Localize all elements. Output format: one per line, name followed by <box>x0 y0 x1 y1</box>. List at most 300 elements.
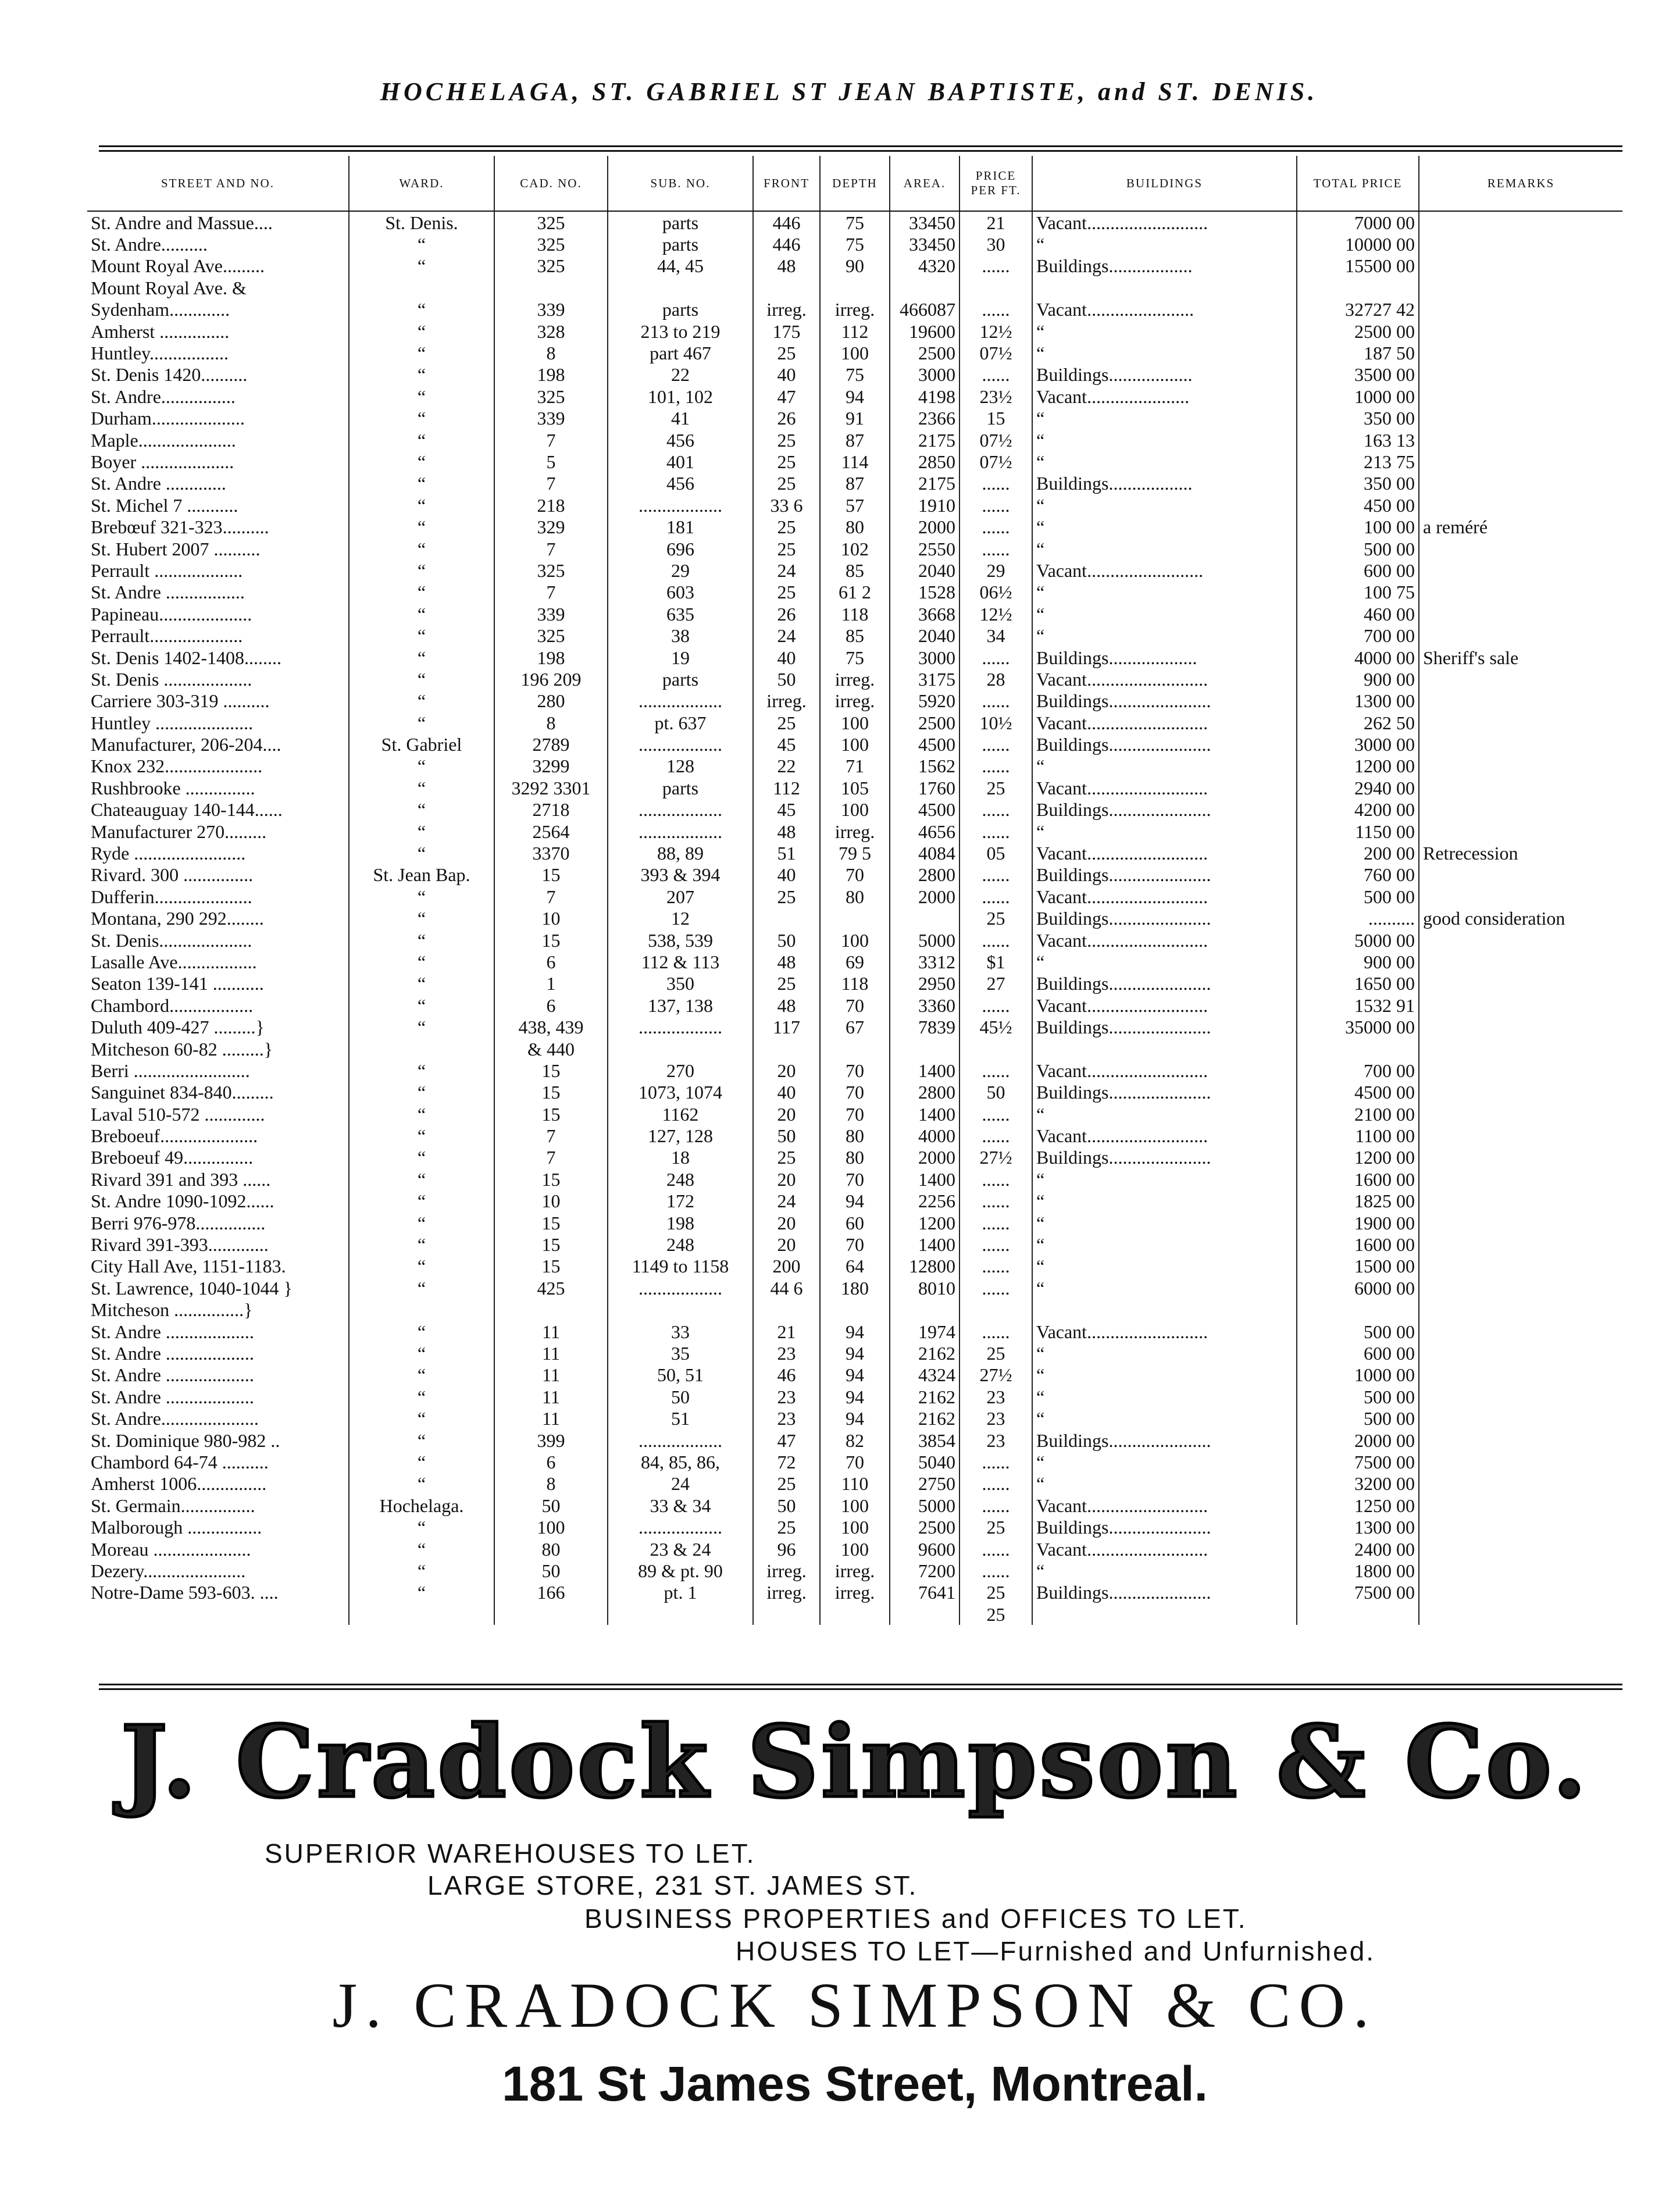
cell-cad-no: 3292 3301 <box>494 777 608 798</box>
cell-cad-no: 11 <box>494 1407 608 1429</box>
cell-street: Berri 976-978............... <box>91 1212 266 1233</box>
table-row <box>87 908 1622 929</box>
table-row <box>87 559 1622 581</box>
cell-price-per-ft: 25 <box>960 1516 1032 1538</box>
cell-total-price: 600 00 <box>1297 1342 1419 1364</box>
cell-buildings: “ <box>1032 1256 1297 1277</box>
cell-area: 9600 <box>890 1538 960 1560</box>
cell-buildings: Vacant.......................... <box>1032 1125 1297 1146</box>
table-row <box>87 886 1622 907</box>
cell-total-price: 32727 42 <box>1297 299 1419 320</box>
cell-price-per-ft: 07½ <box>960 429 1032 451</box>
cell-remarks <box>1419 1125 1622 1146</box>
cell-remarks <box>1419 1560 1622 1581</box>
cell-ward: “ <box>349 320 494 342</box>
cell-street: Sydenham............. <box>91 299 230 320</box>
cell-area: 1562 <box>890 755 960 777</box>
cell-ward: “ <box>349 1364 494 1386</box>
cell-buildings: Vacant.......................... <box>1032 777 1297 798</box>
cell-depth: 70 <box>820 1451 890 1473</box>
cell-area <box>890 277 960 298</box>
cell-sub-no: 213 to 219 <box>608 320 753 342</box>
cell-front: 446 <box>753 211 820 233</box>
cell-depth: 94 <box>820 1386 890 1407</box>
cell-price-per-ft: 27½ <box>960 1147 1032 1168</box>
cell-total-price: 10000 00 <box>1297 233 1419 255</box>
cell-ward: “ <box>349 647 494 668</box>
cell-total-price: 1150 00 <box>1297 821 1419 842</box>
cell-sub-no: 35 <box>608 1342 753 1364</box>
cell-ward: “ <box>349 625 494 646</box>
cell-front: 20 <box>753 1060 820 1081</box>
cell-buildings: Buildings...................... <box>1032 733 1297 755</box>
advert-line-3: BUSINESS PROPERTIES and OFFICES TO LET. <box>584 1903 1247 1934</box>
cell-sub-no <box>608 1038 753 1060</box>
cell-price-per-ft: ...... <box>960 994 1032 1016</box>
cell-sub-no: 41 <box>608 408 753 429</box>
cell-ward: “ <box>349 299 494 320</box>
cell-buildings: Vacant......................... <box>1032 559 1297 581</box>
cell-front: 50 <box>753 668 820 690</box>
cell-depth: 90 <box>820 255 890 277</box>
cell-price-per-ft: 06½ <box>960 582 1032 603</box>
cell-depth: 94 <box>820 386 890 407</box>
cell-ward: “ <box>349 1060 494 1081</box>
cell-street: St. Andre.......... <box>91 234 208 255</box>
cell-price-per-ft: ...... <box>960 1125 1032 1146</box>
cell-price-per-ft <box>960 1038 1032 1060</box>
cell-depth: 180 <box>820 1277 890 1299</box>
cell-area: 33450 <box>890 211 960 233</box>
cell-remarks <box>1419 777 1622 798</box>
cell-front: 25 <box>753 1516 820 1538</box>
advert-line-2: LARGE STORE, 231 ST. JAMES ST. <box>427 1870 918 1901</box>
cell-remarks <box>1419 473 1622 494</box>
cell-depth: 87 <box>820 473 890 494</box>
cell-remarks <box>1419 690 1622 712</box>
table-row <box>87 429 1622 451</box>
cell-area: 2500 <box>890 1516 960 1538</box>
cell-depth <box>820 1603 890 1625</box>
cell-price-per-ft: ...... <box>960 1212 1032 1233</box>
cell-total-price <box>1297 1038 1419 1060</box>
cell-price-per-ft <box>960 277 1032 298</box>
cell-front: 25 <box>753 342 820 363</box>
cell-area: 1400 <box>890 1233 960 1255</box>
cell-area: 5000 <box>890 1495 960 1516</box>
cell-street: St. Dominique 980-982 .. <box>91 1429 280 1451</box>
cell-street: St. Andre ................... <box>91 1343 254 1364</box>
cell-cad-no: 438, 439 <box>494 1016 608 1038</box>
cell-price-per-ft: ...... <box>960 516 1032 537</box>
cell-total-price: 3200 00 <box>1297 1473 1419 1495</box>
cell-sub-no: 172 <box>608 1190 753 1212</box>
cell-remarks <box>1419 1103 1622 1125</box>
cell-remarks <box>1419 951 1622 972</box>
cell-price-per-ft: 23 <box>960 1429 1032 1451</box>
cell-area: 5920 <box>890 690 960 712</box>
table-row <box>87 1495 1622 1516</box>
cell-front: 20 <box>753 1168 820 1190</box>
cell-area: 5040 <box>890 1451 960 1473</box>
cell-total-price: 500 00 <box>1297 1407 1419 1429</box>
cell-depth: 57 <box>820 494 890 516</box>
cell-cad-no: 339 <box>494 299 608 320</box>
cell-buildings: “ <box>1032 342 1297 363</box>
table-row <box>87 1299 1622 1321</box>
cell-front: 40 <box>753 864 820 886</box>
column-header-front: FRONT <box>753 156 820 211</box>
cell-area: 2162 <box>890 1386 960 1407</box>
cell-area: 2040 <box>890 559 960 581</box>
table-row <box>87 1016 1622 1038</box>
cell-sub-no: 12 <box>608 908 753 929</box>
cell-cad-no: 425 <box>494 1277 608 1299</box>
cell-area: 2175 <box>890 429 960 451</box>
cell-ward: “ <box>349 1212 494 1233</box>
cell-sub-no: 29 <box>608 559 753 581</box>
table-row <box>87 1082 1622 1103</box>
cell-sub-no: part 467 <box>608 342 753 363</box>
cell-ward: “ <box>349 233 494 255</box>
table-row <box>87 1168 1622 1190</box>
cell-remarks <box>1419 1147 1622 1168</box>
cell-depth: irreg. <box>820 690 890 712</box>
cell-cad-no: 15 <box>494 1233 608 1255</box>
cell-ward: “ <box>349 1429 494 1451</box>
cell-area: 4084 <box>890 842 960 864</box>
cell-price-per-ft: $1 <box>960 951 1032 972</box>
cell-area: 4500 <box>890 799 960 821</box>
cell-ward: “ <box>349 1516 494 1538</box>
cell-ward: “ <box>349 1082 494 1103</box>
cell-price-per-ft: ...... <box>960 690 1032 712</box>
cell-remarks <box>1419 1321 1622 1342</box>
table-row <box>87 1233 1622 1255</box>
cell-total-price: 3500 00 <box>1297 364 1419 386</box>
cell-total-price: 1300 00 <box>1297 690 1419 712</box>
cell-area: 2800 <box>890 864 960 886</box>
cell-remarks <box>1419 582 1622 603</box>
cell-area: 3175 <box>890 668 960 690</box>
cell-area: 1974 <box>890 1321 960 1342</box>
cell-sub-no: 401 <box>608 451 753 472</box>
cell-cad-no: 11 <box>494 1342 608 1364</box>
cell-price-per-ft <box>960 1299 1032 1321</box>
cell-front: 25 <box>753 516 820 537</box>
table-row <box>87 538 1622 559</box>
cell-sub-no: 137, 138 <box>608 994 753 1016</box>
cell-total-price: 600 00 <box>1297 559 1419 581</box>
cell-area: 4198 <box>890 386 960 407</box>
cell-area: 12800 <box>890 1256 960 1277</box>
cell-area: 2162 <box>890 1407 960 1429</box>
cell-total-price: 163 13 <box>1297 429 1419 451</box>
cell-price-per-ft: ...... <box>960 647 1032 668</box>
cell-sub-no: 198 <box>608 1212 753 1233</box>
cell-depth: 64 <box>820 1256 890 1277</box>
cell-total-price: 3000 00 <box>1297 733 1419 755</box>
cell-buildings: “ <box>1032 1277 1297 1299</box>
table-row <box>87 994 1622 1016</box>
cell-remarks <box>1419 821 1622 842</box>
cell-price-per-ft: ...... <box>960 929 1032 951</box>
cell-ward: “ <box>349 1147 494 1168</box>
cell-remarks: a reméré <box>1419 516 1622 537</box>
cell-buildings: “ <box>1032 516 1297 537</box>
cell-depth: 100 <box>820 712 890 733</box>
table-row <box>87 211 1622 233</box>
cell-cad-no: 15 <box>494 1168 608 1190</box>
cell-front <box>753 277 820 298</box>
cell-depth: 91 <box>820 408 890 429</box>
cell-buildings: “ <box>1032 1407 1297 1429</box>
cell-remarks <box>1419 386 1622 407</box>
cell-ward: “ <box>349 712 494 733</box>
advert-line-1: SUPERIOR WAREHOUSES TO LET. <box>265 1838 756 1869</box>
cell-area: 4000 <box>890 1125 960 1146</box>
cell-remarks <box>1419 277 1622 298</box>
cell-sub-no: .................. <box>608 690 753 712</box>
cell-total-price: 1600 00 <box>1297 1168 1419 1190</box>
cell-total-price: 1100 00 <box>1297 1125 1419 1146</box>
cell-ward: “ <box>349 1016 494 1038</box>
cell-ward: “ <box>349 473 494 494</box>
cell-depth: 85 <box>820 559 890 581</box>
cell-front: 44 6 <box>753 1277 820 1299</box>
cell-remarks <box>1419 1299 1622 1321</box>
cell-depth: 94 <box>820 1364 890 1386</box>
cell-total-price: 6000 00 <box>1297 1277 1419 1299</box>
cell-cad-no: 7 <box>494 582 608 603</box>
cell-area: 2162 <box>890 1342 960 1364</box>
cell-front: 45 <box>753 733 820 755</box>
column-header-cad-no: CAD. NO. <box>494 156 608 211</box>
cell-remarks: Sheriff's sale <box>1419 647 1622 668</box>
cell-remarks <box>1419 1233 1622 1255</box>
cell-buildings: Buildings...................... <box>1032 1082 1297 1103</box>
cell-area: 466087 <box>890 299 960 320</box>
table-row <box>87 1190 1622 1212</box>
cell-remarks <box>1419 233 1622 255</box>
cell-sub-no: 38 <box>608 625 753 646</box>
cell-price-per-ft: ...... <box>960 1060 1032 1081</box>
cell-total-price: 35000 00 <box>1297 1016 1419 1038</box>
cell-area: 4500 <box>890 733 960 755</box>
cell-front: 22 <box>753 755 820 777</box>
cell-total-price: 1500 00 <box>1297 1256 1419 1277</box>
cell-total-price: 700 00 <box>1297 1060 1419 1081</box>
cell-buildings: “ <box>1032 821 1297 842</box>
cell-remarks <box>1419 1473 1622 1495</box>
cell-buildings: Vacant.......................... <box>1032 712 1297 733</box>
cell-front <box>753 1038 820 1060</box>
cell-remarks <box>1419 1038 1622 1060</box>
cell-total-price: 7500 00 <box>1297 1582 1419 1603</box>
cell-buildings: Buildings...................... <box>1032 1016 1297 1038</box>
cell-sub-no: 128 <box>608 755 753 777</box>
cell-ward: “ <box>349 559 494 581</box>
cell-total-price: 500 00 <box>1297 538 1419 559</box>
cell-buildings: “ <box>1032 1233 1297 1255</box>
cell-cad-no: 7 <box>494 1125 608 1146</box>
cell-price-per-ft: ...... <box>960 1560 1032 1581</box>
table-row <box>87 1538 1622 1560</box>
cell-depth: 110 <box>820 1473 890 1495</box>
cell-sub-no: pt. 1 <box>608 1582 753 1603</box>
cell-remarks <box>1419 1495 1622 1516</box>
cell-street: Mitcheson 60-82 .........} <box>91 1038 273 1060</box>
table-body <box>87 211 1622 1625</box>
table-row <box>87 1451 1622 1473</box>
cell-cad-no: 11 <box>494 1386 608 1407</box>
cell-area: 2366 <box>890 408 960 429</box>
cell-sub-no: pt. 637 <box>608 712 753 733</box>
column-header-ward: WARD. <box>349 156 494 211</box>
cell-buildings: Vacant.......................... <box>1032 842 1297 864</box>
cell-remarks <box>1419 1407 1622 1429</box>
cell-area: 3000 <box>890 647 960 668</box>
table-row <box>87 1103 1622 1125</box>
table-header-row <box>87 156 1622 211</box>
cell-front: 40 <box>753 1082 820 1103</box>
table-row <box>87 821 1622 842</box>
cell-street: Berri ......................... <box>91 1060 250 1081</box>
cell-remarks <box>1419 451 1622 472</box>
cell-ward: “ <box>349 408 494 429</box>
cell-remarks <box>1419 1168 1622 1190</box>
cell-sub-no: 181 <box>608 516 753 537</box>
cell-ward: “ <box>349 908 494 929</box>
cell-front: 50 <box>753 1495 820 1516</box>
cell-depth: 70 <box>820 994 890 1016</box>
cell-street: St. Andre..................... <box>91 1408 259 1429</box>
cell-front: 21 <box>753 1321 820 1342</box>
column-header-sub-no: SUB. NO. <box>608 156 753 211</box>
cell-cad-no: 10 <box>494 1190 608 1212</box>
table-row <box>87 451 1622 472</box>
cell-area: 1400 <box>890 1103 960 1125</box>
cell-street: St. Denis 1402-1408........ <box>91 647 281 668</box>
cell-total-price: 1650 00 <box>1297 973 1419 994</box>
column-header-remarks: REMARKS <box>1419 156 1622 211</box>
cell-ward: “ <box>349 1168 494 1190</box>
cell-front: 20 <box>753 1103 820 1125</box>
cell-depth: 61 2 <box>820 582 890 603</box>
cell-sub-no: parts <box>608 777 753 798</box>
cell-depth: 70 <box>820 1233 890 1255</box>
cell-ward: “ <box>349 1103 494 1125</box>
cell-area: 2750 <box>890 1473 960 1495</box>
cell-ward: “ <box>349 1407 494 1429</box>
cell-sub-no: parts <box>608 668 753 690</box>
cell-depth: 87 <box>820 429 890 451</box>
cell-depth: 85 <box>820 625 890 646</box>
table-row <box>87 1429 1622 1451</box>
cell-front <box>753 1603 820 1625</box>
cell-total-price: 200 00 <box>1297 842 1419 864</box>
cell-front: 26 <box>753 408 820 429</box>
cell-buildings: Vacant.......................... <box>1032 1538 1297 1560</box>
cell-sub-no: 50, 51 <box>608 1364 753 1386</box>
table-row <box>87 973 1622 994</box>
cell-sub-no: 44, 45 <box>608 255 753 277</box>
cell-buildings: Vacant.......................... <box>1032 886 1297 907</box>
cell-price-per-ft: 12½ <box>960 603 1032 625</box>
cell-total-price: 4500 00 <box>1297 1082 1419 1103</box>
cell-ward: “ <box>349 755 494 777</box>
cell-street: Durham.................... <box>91 408 245 429</box>
cell-buildings: “ <box>1032 1473 1297 1495</box>
cell-front: 48 <box>753 994 820 1016</box>
cell-remarks <box>1419 342 1622 363</box>
cell-buildings: Vacant...................... <box>1032 386 1297 407</box>
cell-ward: “ <box>349 842 494 864</box>
cell-street: Notre-Dame 593-603. .... <box>91 1582 279 1603</box>
cell-buildings: “ <box>1032 755 1297 777</box>
cell-area: 19600 <box>890 320 960 342</box>
cell-street: Brebœuf 321-323.......... <box>91 516 269 538</box>
table-row <box>87 1277 1622 1299</box>
cell-sub-no: 127, 128 <box>608 1125 753 1146</box>
cell-price-per-ft: ...... <box>960 1233 1032 1255</box>
cell-ward: Hochelaga. <box>349 1495 494 1516</box>
cell-street: Rivard 391 and 393 ...... <box>91 1168 271 1190</box>
cell-street: Boyer .................... <box>91 451 234 472</box>
cell-area: 3312 <box>890 951 960 972</box>
cell-ward: “ <box>349 777 494 798</box>
advert-line-4: HOUSES TO LET—Furnished and Unfurnished. <box>736 1936 1376 1966</box>
cell-remarks <box>1419 1582 1622 1603</box>
cell-buildings: “ <box>1032 1212 1297 1233</box>
cell-depth: 82 <box>820 1429 890 1451</box>
cell-price-per-ft: ...... <box>960 1190 1032 1212</box>
cell-street: St. Michel 7 ........... <box>91 494 238 516</box>
table-row <box>87 364 1622 386</box>
cell-ward: “ <box>349 364 494 386</box>
cell-depth: 80 <box>820 886 890 907</box>
cell-total-price: 350 00 <box>1297 408 1419 429</box>
table-row <box>87 1147 1622 1168</box>
table-row <box>87 1516 1622 1538</box>
cell-front: 23 <box>753 1342 820 1364</box>
cell-sub-no: parts <box>608 299 753 320</box>
table-row <box>87 1364 1622 1386</box>
cell-cad-no: 325 <box>494 559 608 581</box>
cell-depth: 71 <box>820 755 890 777</box>
table-row <box>87 1603 1622 1625</box>
cell-depth: 60 <box>820 1212 890 1233</box>
cell-sub-no: .................. <box>608 1429 753 1451</box>
cell-street: Chateauguay 140-144...... <box>91 799 283 821</box>
cell-area: 2800 <box>890 1082 960 1103</box>
cell-street: St. Lawrence, 1040-1044 } <box>91 1277 293 1299</box>
cell-front: 24 <box>753 1190 820 1212</box>
cell-price-per-ft: 23 <box>960 1407 1032 1429</box>
cell-sub-no: 50 <box>608 1386 753 1407</box>
cell-remarks <box>1419 973 1622 994</box>
cell-front: 25 <box>753 1147 820 1168</box>
cell-buildings: Buildings...................... <box>1032 690 1297 712</box>
cell-front: irreg. <box>753 299 820 320</box>
cell-buildings: Buildings................... <box>1032 647 1297 668</box>
cell-buildings: “ <box>1032 625 1297 646</box>
cell-sub-no: 696 <box>608 538 753 559</box>
cell-depth: 105 <box>820 777 890 798</box>
cell-area: 7641 <box>890 1582 960 1603</box>
cell-ward: “ <box>349 929 494 951</box>
cell-remarks <box>1419 799 1622 821</box>
